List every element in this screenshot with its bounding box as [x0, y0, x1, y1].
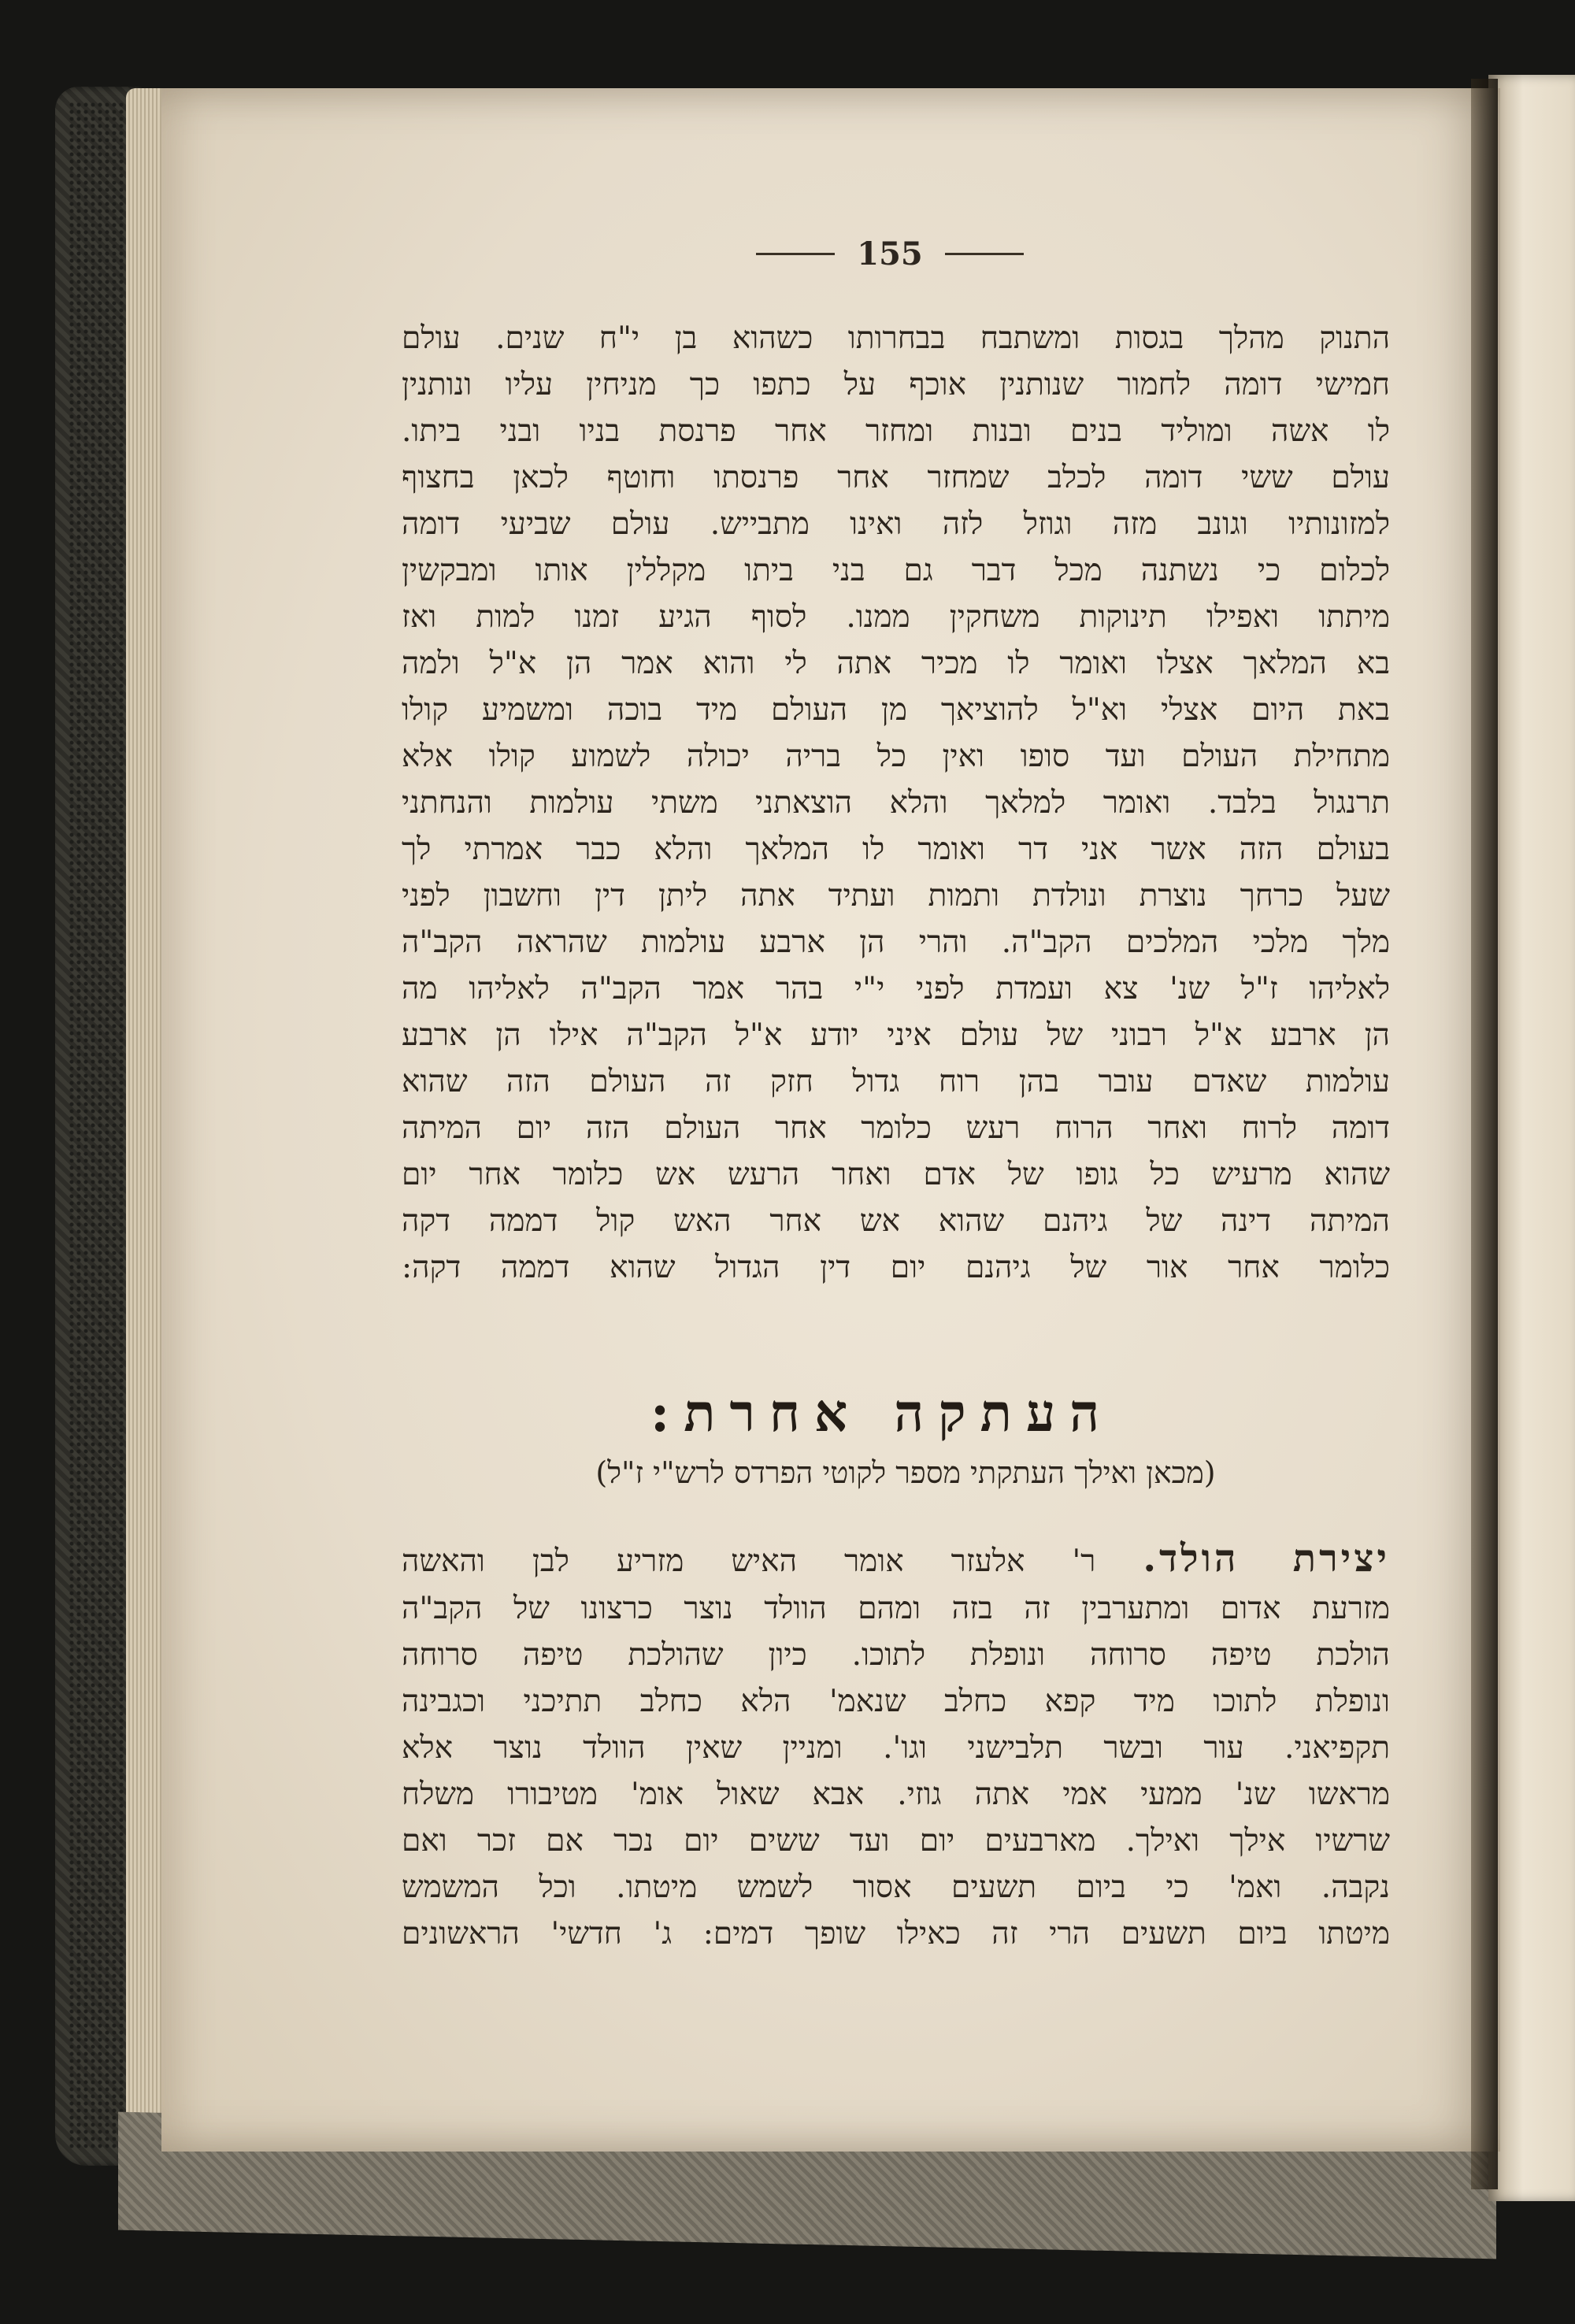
text-line: לו אשה ומוליד בנים ובנות ומחזר אחר פרנסת בניו ובני ביתו.	[402, 413, 1390, 449]
text-line: עולם ששי דומה לכלב שמחזר אחר פרנסתו וחוטף לכאן בחצוף	[402, 460, 1390, 495]
section-subheading: (מכאן ואילך העתקתי מספר לקוטי הפרדס לרש"י ז"ל)	[595, 1455, 1216, 1490]
run-in-title: יצירת הולד.	[1143, 1536, 1390, 1581]
text-line: נקבה. ואמ' כי ביום תשעים אסור לשמש מיטתו. וכל המשמש	[402, 1870, 1390, 1905]
facing-page-edge	[1488, 75, 1575, 2201]
text-line: המיתה דינה של גיהנם שהוא אש אחר האש קול דממה דקה	[402, 1203, 1390, 1239]
text-line: עולמות שאדם עובר בהן רוח גדול חזק זה העולם הזה שהוא	[402, 1064, 1390, 1099]
text-line: תרנגול בלבד. ואומר למלאך והלא הוצאתני משתי עולמות והנחתני	[402, 785, 1390, 821]
text-line: הולכת טיפה סרוחה ונופלת לתוכו. כיון שהולכת טיפה סרוחה	[402, 1637, 1390, 1673]
text-line: מזרעת אדום ומתערבין זה בזה ומהם הוולד נוצר כרצונו של הקב"ה	[402, 1591, 1390, 1626]
first-line-text: ר' אלעזר אומר האיש מזריע לבן והאשה	[402, 1544, 1096, 1579]
text-line: מלך מלכי המלכים הקב"ה. והרי הן ארבע עולמות שהראה הקב"ה	[402, 925, 1390, 960]
text-line: למזונותיו וגונב מזה וגוזל לזה ואינו מתבייש. עולם שביעי דומה	[402, 506, 1390, 542]
text-line: שהוא מרעיש כל גופו של אדם ואחר הרעש אש כלומר אחר יום	[402, 1157, 1390, 1192]
text-line: שעל כרחך נוצרת ונולדת ותמות ועתיד אתה ליתן דין וחשבון לפני	[402, 878, 1390, 914]
text-line: התנוק מהלך בגסות ומשתבח בבחרותו כשהוא בן י"ח שנים. עולם	[402, 321, 1390, 356]
page-header	[732, 230, 1047, 277]
text-line: באת היום אצלי וא"ל להוציאך מן העולם מיד בוכה ומשמיע קולו	[402, 692, 1390, 728]
text-line: מראשו שנ' ממעי אמי אתה גוזי. אבא שאול אומ' מטיבורו משלח	[402, 1777, 1390, 1812]
header-rule-left	[756, 253, 835, 255]
text-line: כלומר אחר אור של גיהנם יום דין הגדול שהוא דממה דקה:	[402, 1250, 1390, 1285]
text-line: דומה לרוח ואחר הרוח רעש כלומר אחר העולם הזה יום המיתה	[402, 1110, 1390, 1146]
text-line: בא המלאך אצלו ואומר לו מכיר אתה לי והוא אמר הן א"ל ולמה	[402, 646, 1390, 681]
text-line: שרשיו אילך ואילך. מארבעים יום ועד ששים יום נכר אם זכר ואם	[402, 1823, 1390, 1859]
text-line: חמישי דומה לחמור שנותנין אוכף על כתפו כך מניחין עליו ונותנין	[402, 367, 1390, 402]
text-line: בעולם הזה אשר אני דר ואומר לו המלאך והלא כבר אמרתי לך	[402, 832, 1390, 867]
text-line: תקפיאני. עור ובשר תלבישני וגו'. ומניין שאין הוולד נוצר אלא	[402, 1730, 1390, 1766]
text-line: לכלום כי נשתנה מכל דבר גם בני ביתו מקללין אותו ומבקשין	[402, 553, 1390, 588]
page-number: 155	[857, 235, 923, 272]
text-line: מתחילת העולם ועד סופו ואין כל בריה יכולה לשמוע קולו אלא	[402, 739, 1390, 774]
text-line: לאליהו ז"ל שנ' צא ועמדת לפני י"י בהר אמר הקב"ה לאליהו מה	[402, 971, 1390, 1006]
text-line: ונופלת לתוכו מיד קפא כחלב שנאמ' הלא כחלב תתיכני וכגבינה	[402, 1684, 1390, 1719]
paragraph-2	[402, 1532, 1390, 1957]
header-rule-right	[945, 253, 1024, 255]
section-heading: העתקה אחרת:	[650, 1382, 1114, 1444]
page-gutter	[1471, 79, 1498, 2189]
text-line: מיתתו ואפילו תינוקות משחקין ממנו. לסוף הגיע זמנו למות ואז	[402, 599, 1390, 635]
text-line-first	[402, 1532, 1390, 1585]
text-line: הן ארבע א"ל רבוני של עולם איני יודע א"ל הקב"ה אילו הן ארבע	[402, 1017, 1390, 1053]
paragraph-1	[402, 315, 1390, 1291]
text-line: מיטתו ביום תשעים הרי זה כאילו שופך דמים: ג' חדשי' הראשונים	[402, 1916, 1390, 1951]
